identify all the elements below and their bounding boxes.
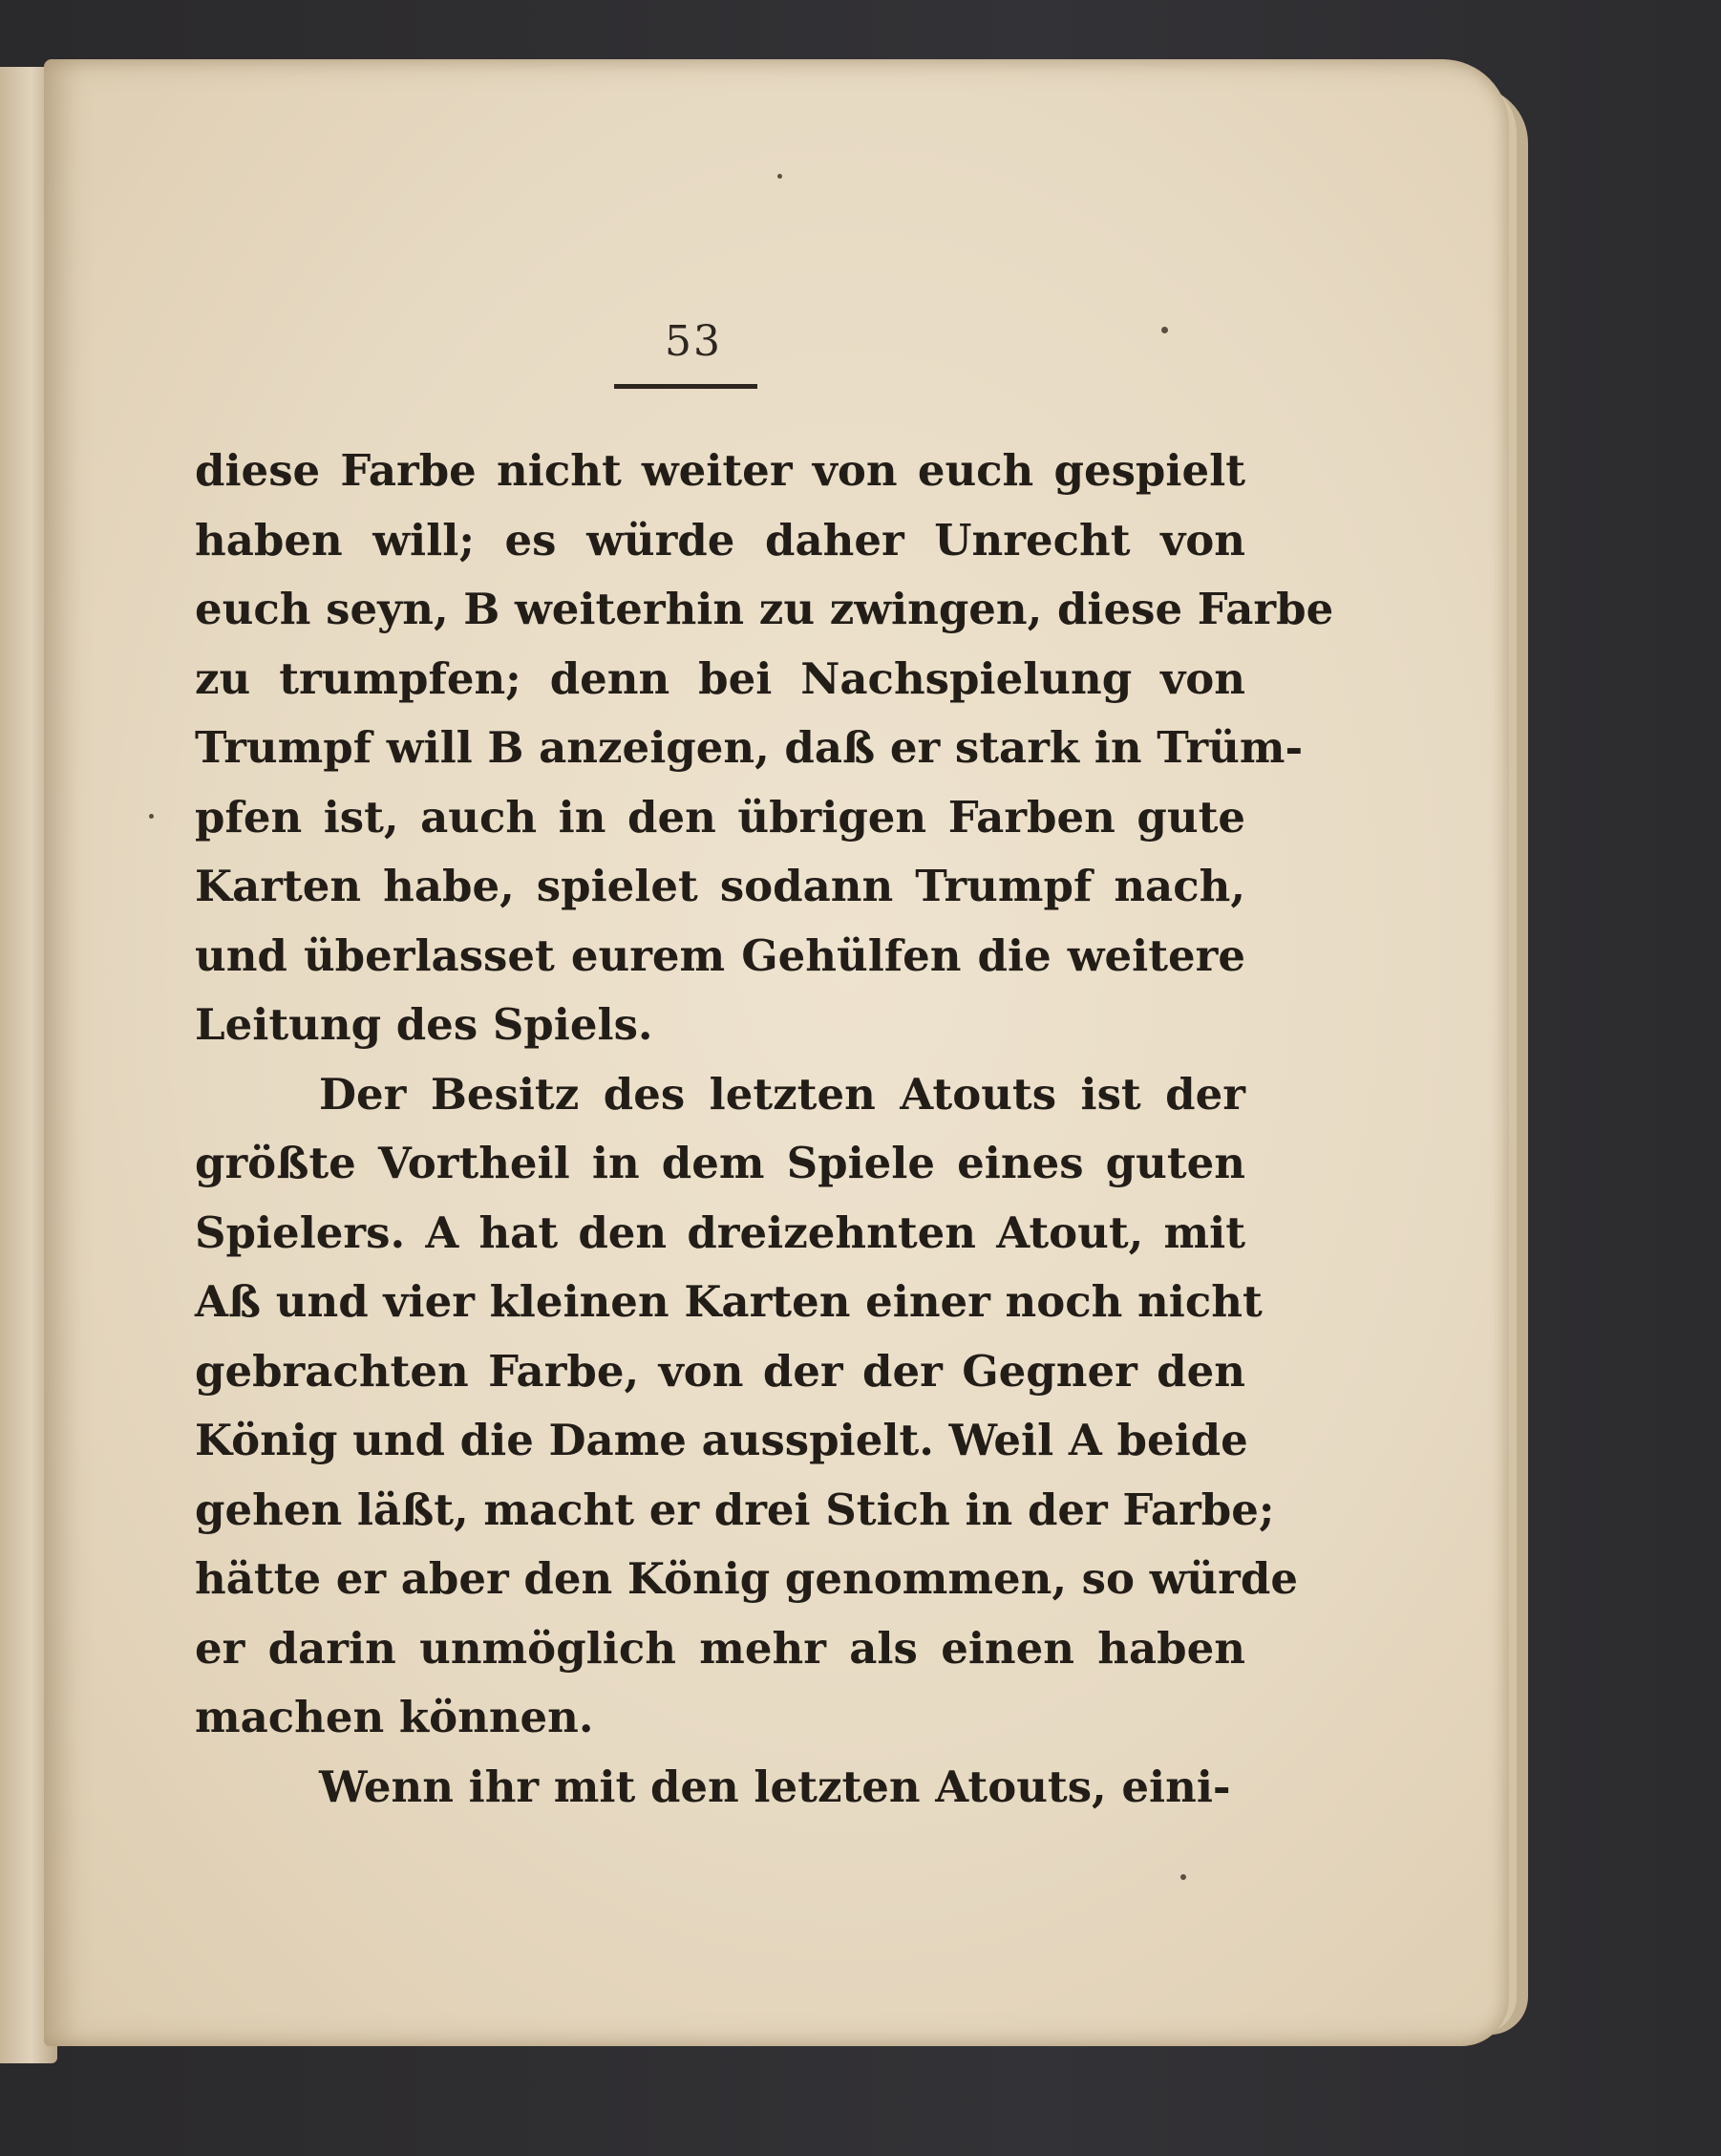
text-line: Trumpf will B anzeigen, daß er stark in Trüm- bbox=[195, 722, 1304, 773]
text-line: König und die Dame ausspielt. Weil A beide bbox=[195, 1415, 1248, 1465]
text-line: pfen ist, auch in den übrigen Farben gute bbox=[195, 791, 1245, 843]
text-line: und überlasset eurem Gehülfen die weitere bbox=[195, 929, 1245, 981]
text-line: machen können. bbox=[195, 1692, 594, 1742]
text-line: diese Farbe nicht weiter von euch gespielt bbox=[195, 445, 1245, 496]
text-line: Wenn ihr mit den letzten Atouts, eini- bbox=[319, 1761, 1231, 1812]
text-line: Leitung des Spiels. bbox=[195, 999, 653, 1050]
text-line: Der Besitz des letzten Atouts ist der bbox=[319, 1068, 1245, 1120]
book-page bbox=[44, 59, 1509, 2046]
text-line: hätte er aber den König genommen, so würde bbox=[195, 1553, 1298, 1604]
text-line: Karten habe, spielet sodann Trumpf nach, bbox=[195, 861, 1245, 911]
text-line: haben will; es würde daher Unrecht von bbox=[195, 514, 1245, 566]
header-rule bbox=[614, 384, 757, 389]
text-line: Spielers. A hat den dreizehnten Atout, mit bbox=[195, 1206, 1245, 1258]
text-line: zu trumpfen; denn bei Nachspielung von bbox=[195, 652, 1245, 704]
text-line: gebrachten Farbe, von der der Gegner den bbox=[195, 1345, 1245, 1397]
body-text bbox=[195, 437, 1334, 1822]
text-line: euch seyn, B weiterhin zu zwingen, diese Farbe bbox=[195, 584, 1334, 634]
paper-speck bbox=[1161, 327, 1168, 333]
paper-speck bbox=[149, 814, 154, 819]
text-line: größte Vortheil in dem Spiele eines guten bbox=[195, 1138, 1245, 1188]
paper-speck bbox=[1180, 1874, 1186, 1880]
text-line: Aß und vier kleinen Karten einer noch nicht bbox=[195, 1276, 1263, 1327]
page-number: 53 bbox=[665, 317, 722, 366]
paper-speck bbox=[777, 174, 782, 179]
text-line: er darin unmöglich mehr als einen haben bbox=[195, 1622, 1245, 1674]
text-line: gehen läßt, macht er drei Stich in der Farbe; bbox=[195, 1484, 1275, 1535]
